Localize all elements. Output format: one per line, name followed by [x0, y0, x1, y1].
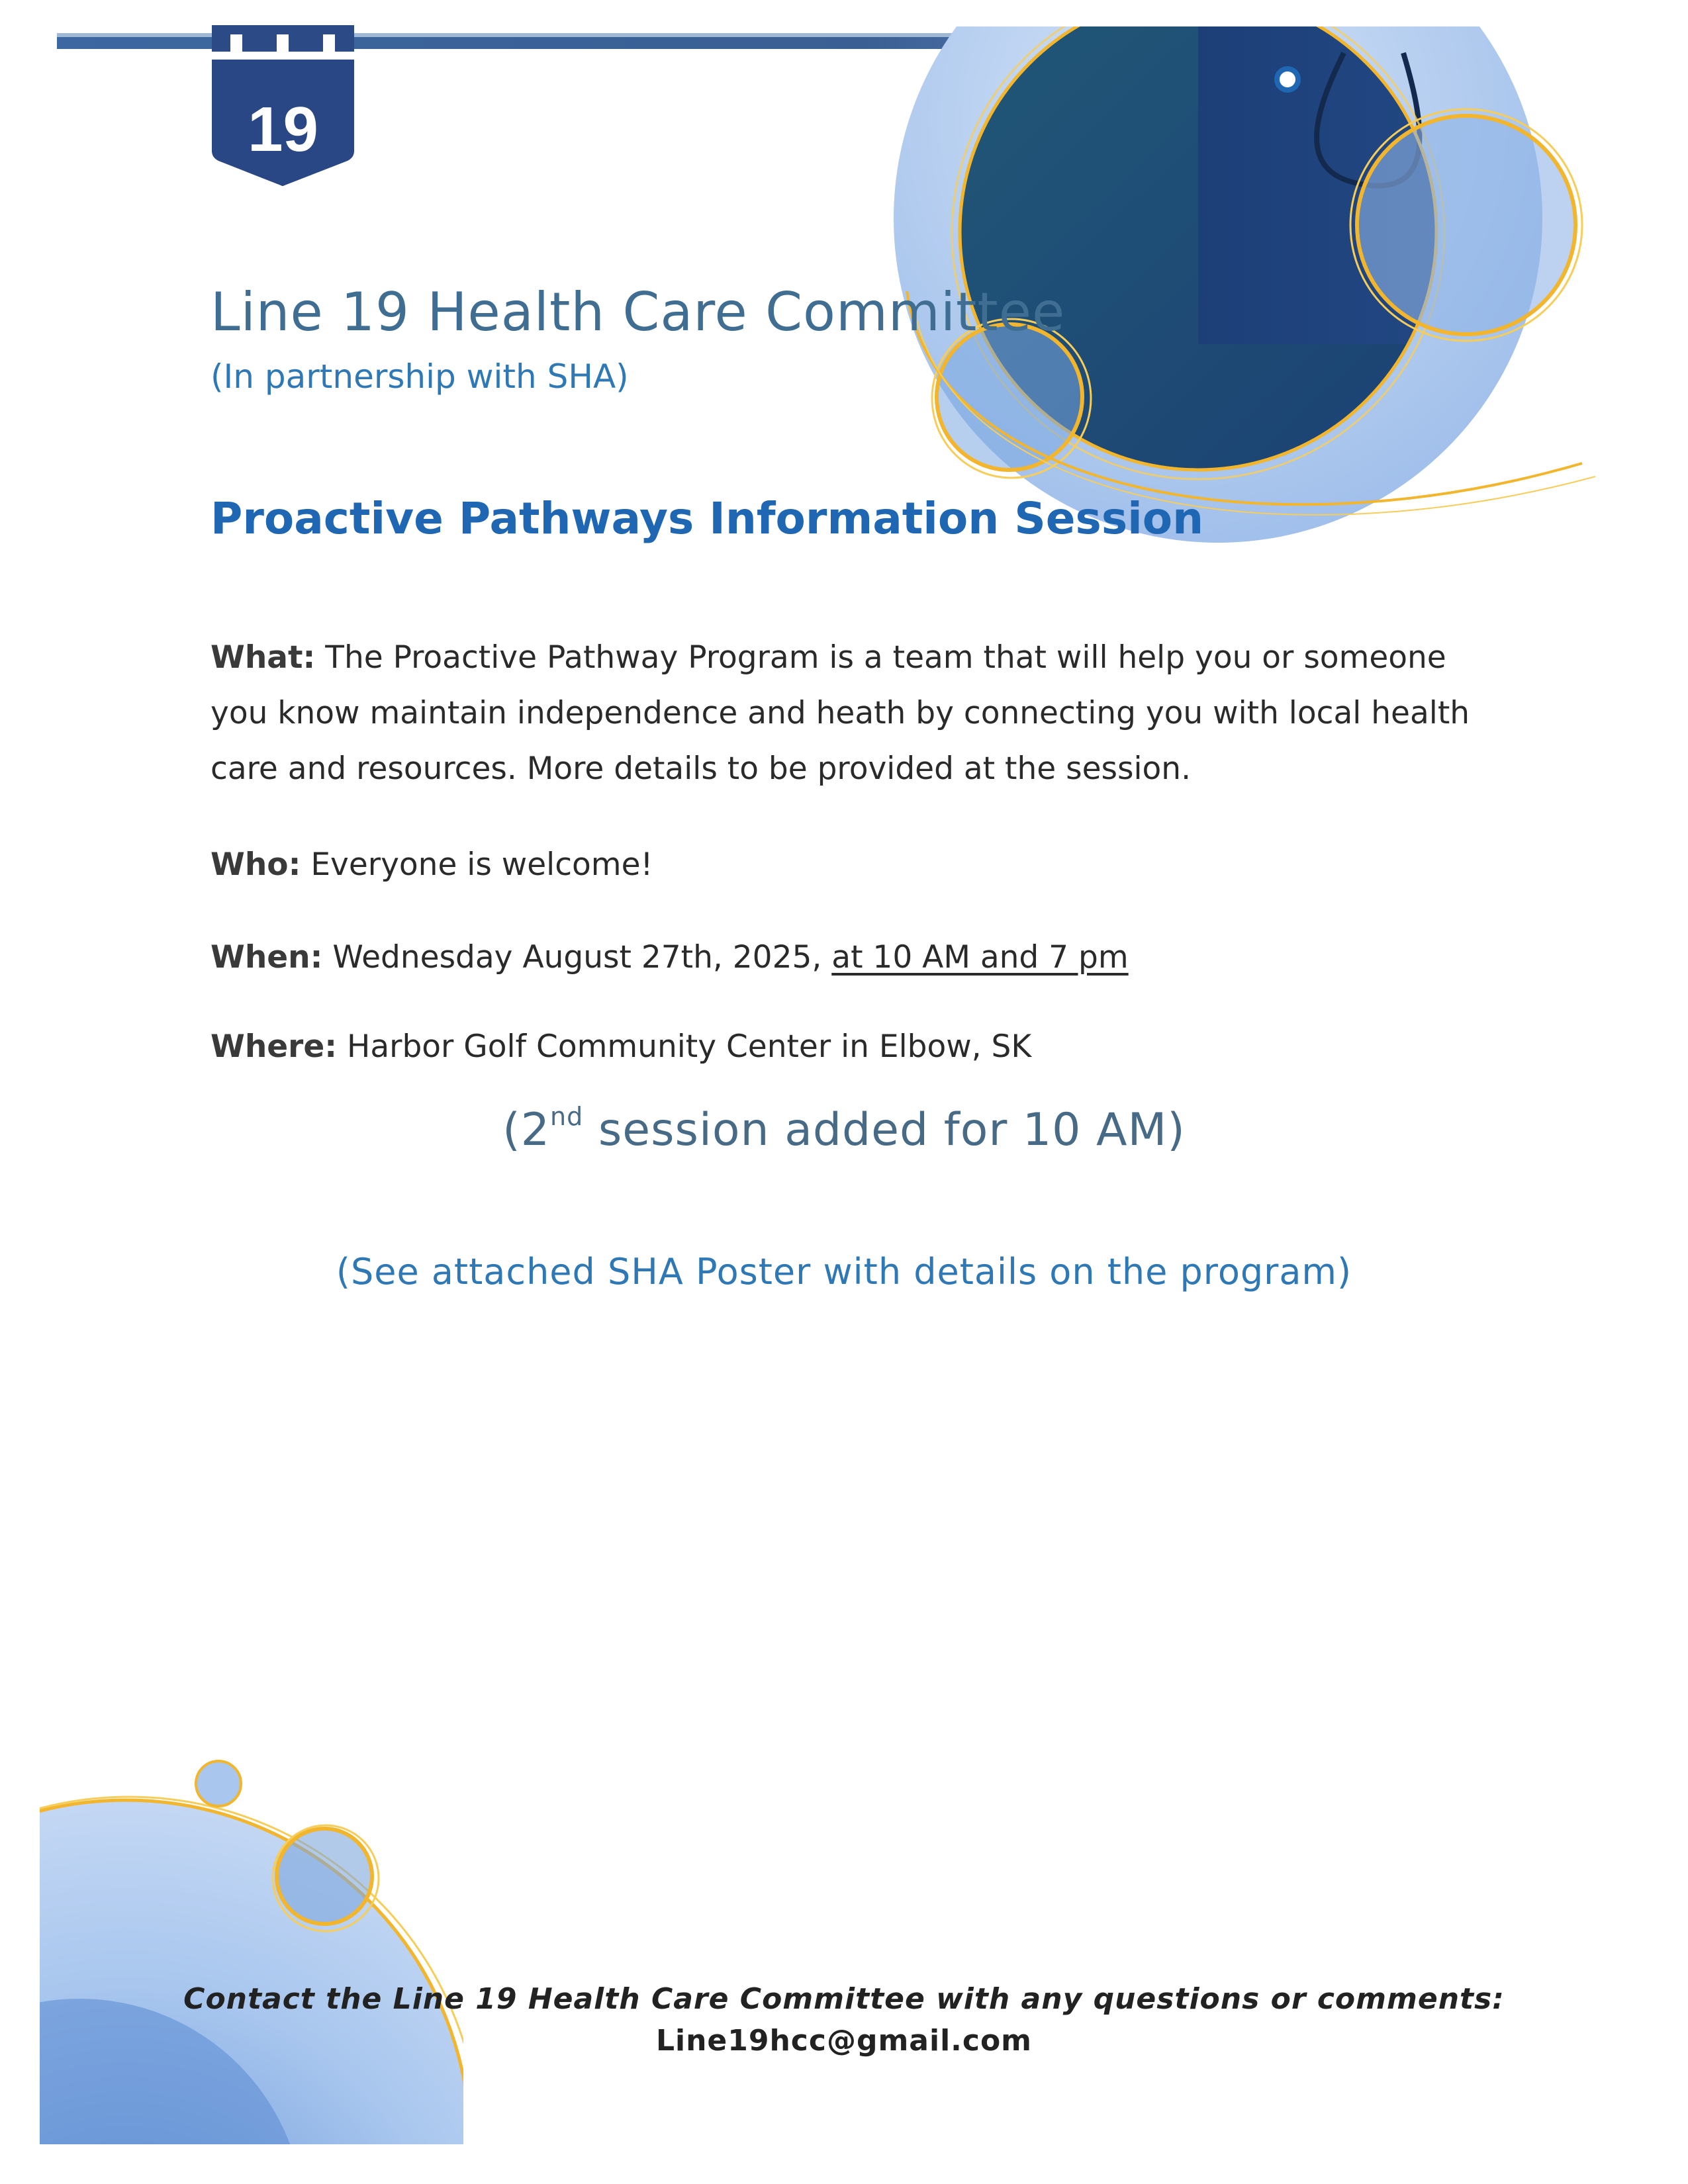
what-text: The Proactive Pathway Program is a team that will help you or someone you know maintain independence and heath by connecting you with local health care and resources. More details to be provided at the session. — [211, 639, 1470, 787]
event-title: Proactive Pathways Information Session — [211, 493, 1204, 544]
second-session-sup: nd — [550, 1102, 584, 1131]
second-session-rest: session added for 10 AM) — [598, 1104, 1186, 1156]
where-text: Harbor Golf Community Center in Elbow, SK — [346, 1028, 1032, 1065]
see-poster-note: (See attached SHA Poster with details on the program) — [336, 1251, 1352, 1293]
who-label: Who: — [211, 846, 301, 883]
where-label: Where: — [211, 1028, 338, 1065]
where-section — [211, 1019, 1501, 1075]
partnership-subtitle: (In partnership with SHA) — [211, 357, 629, 396]
who-section — [211, 837, 1501, 893]
second-session-note — [0, 1102, 1688, 1156]
when-section — [211, 930, 1501, 985]
bottom-globe-artwork — [40, 1721, 463, 2144]
when-times: at 10 AM and 7 pm — [831, 939, 1129, 976]
contact-email[interactable]: Line19hcc@gmail.com — [655, 2024, 1033, 2058]
contact-text: Contact the Line 19 Health Care Committee with any questions or comments: — [183, 1982, 1505, 2016]
committee-title: Line 19 Health Care Committee — [211, 281, 1066, 343]
when-date: Wednesday August 27th, 2025, — [332, 939, 822, 976]
who-text: Everyone is welcome! — [310, 846, 653, 883]
second-session-open: (2 — [502, 1104, 551, 1156]
what-section — [211, 630, 1501, 797]
what-label: What: — [211, 639, 316, 676]
route-number: 19 — [248, 94, 318, 165]
route-19-shield — [212, 25, 354, 187]
when-label: When: — [211, 939, 323, 976]
